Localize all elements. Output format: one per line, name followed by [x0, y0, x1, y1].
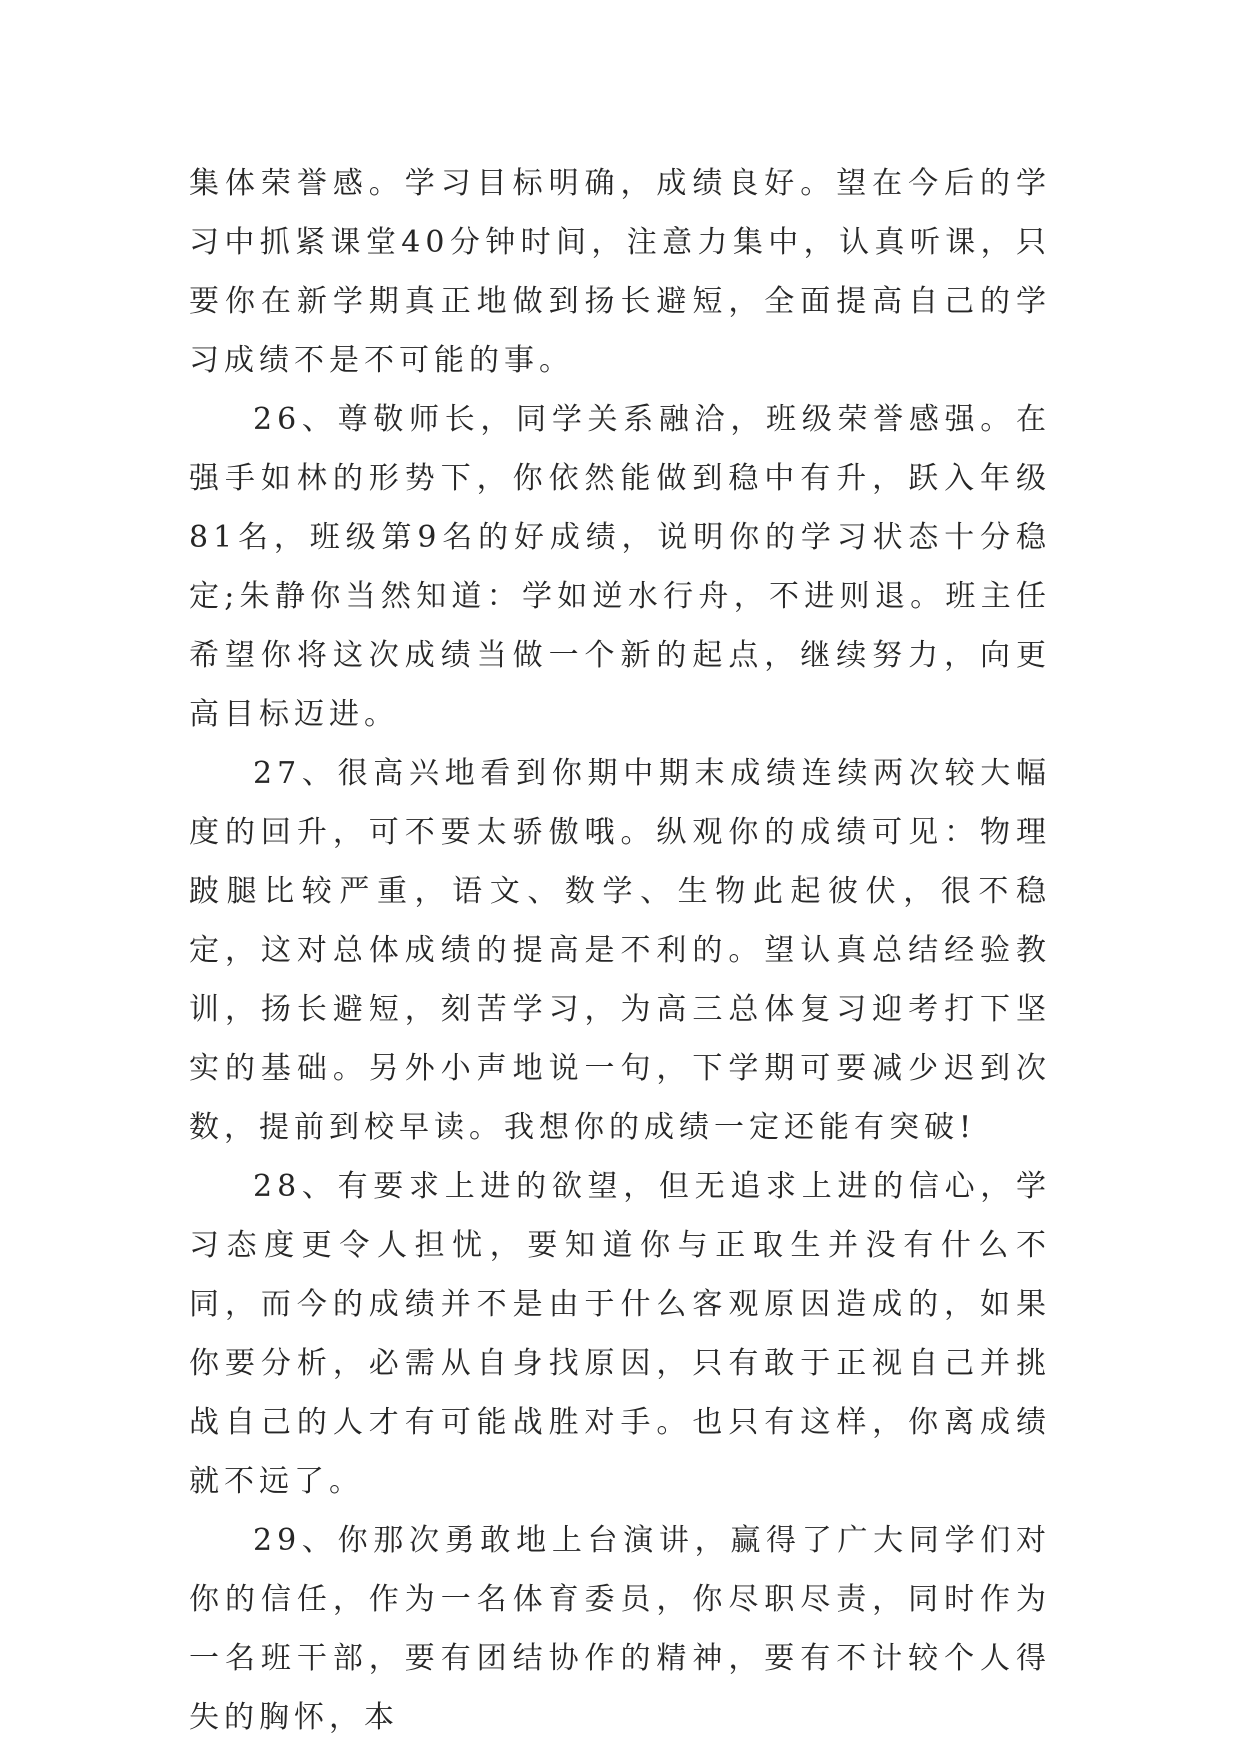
paragraph-continuation: 集体荣誉感。学习目标明确，成绩良好。望在今后的学习中抓紧课堂40分钟时间，注意力集中，认真听课，只要你在新学期真正地做到扬长避短，全面提高自己的学习成绩不是不可能的事。	[189, 166, 1051, 378]
document-body	[189, 154, 1051, 1747]
paragraph-27: 27、很高兴地看到你期中期末成绩连续两次较大幅度的回升，可不要太骄傲哦。纵观你的成绩可见：物理跛腿比较严重，语文、数学、生物此起彼伏，很不稳定，这对总体成绩的提高是不利的。望认真总结经验教训，扬长避短，刻苦学习，为高三总体复习迎考打下坚实的基础。另外小声地说一句，下学期可要减少迟到次数，提前到校早读。我想你的成绩一定还能有突破!	[189, 756, 1051, 1145]
paragraph-29: 29、你那次勇敢地上台演讲，赢得了广大同学们对你的信任，作为一名体育委员，你尽职尽责，同时作为一名班干部，要有团结协作的精神，要有不计较个人得失的胸怀，本	[189, 1523, 1051, 1735]
paragraph-28: 28、有要求上进的欲望，但无追求上进的信心，学习态度更令人担忧，要知道你与正取生并没有什么不同，而今的成绩并不是由于什么客观原因造成的，如果你要分析，必需从自身找原因，只有敢于正视自己并挑战自己的人才有可能战胜对手。也只有这样，你离成绩就不远了。	[189, 1169, 1051, 1499]
paragraph-26: 26、尊敬师长，同学关系融洽，班级荣誉感强。在强手如林的形势下，你依然能做到稳中有升，跃入年级81名，班级第9名的好成绩，说明你的学习状态十分稳定;朱静你当然知道：学如逆水行舟，不进则退。班主任希望你将这次成绩当做一个新的起点，继续努力，向更高目标迈进。	[189, 402, 1051, 732]
